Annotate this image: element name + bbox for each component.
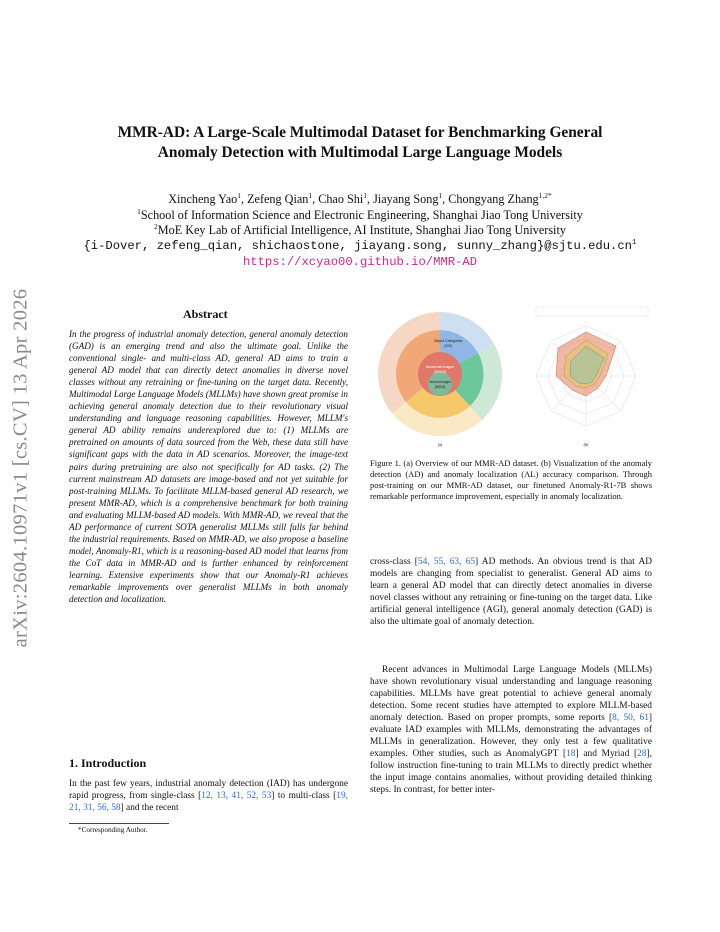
pie-abnormal-label: Abnormal Images: [425, 365, 455, 369]
abstract-body: In the progress of industrial anomaly detection, general anomaly detection (GAD) is an emerging trend and also the ultimate goal. Unlike the conventional single- and multi-class AD, general AD aims to train a general AD model that can directly detect anomalies in diverse novel classes without any retraining or fine-tuning on the target data. Recently, Multimodal Large Language Models (MLLMs) have shown great promise in achieving general anomaly detection due to their revolutionary visual understanding and language reasoning capabilities. However, MLLM's general AD ability remains underexplored due to: (1) MLLMs are pretrained on amounts of data sourced from the Web, these data still have significant gaps with the data in AD scenarios. Moreover, the image-text pairs during pretraining are also not specifically for AD tasks. (2) The current mainstream AD datasets are image-based and not yet suitable for post-training MLLMs. To facilitate MLLM-based general AD research, we present MMR-AD, which is a comprehensive benchmark for both training and evaluating MLLM-based AD models. With MMR-AD, we reveal that the AD performance of current SOTA generalist MLLMs still falls far behind the industrial requirements. Based on MMR-AD, we also propose a baseline model, Anomaly-R1, which is a reasoning-based AD model that learns from the CoT data in MMR-AD and is further enhanced by reinforcement learning. Extensive experiments show that our Anomaly-R1 achieves remarkable improvements over generalist MLLMs in both anomaly detection and localization.: [69, 329, 348, 605]
pie-normal-label: Normal Images: [429, 380, 451, 384]
intro-heading: 1. Introduction: [69, 756, 147, 770]
subfig-a-label: (a): [437, 442, 443, 447]
pie-object-label: Object Categories: [433, 339, 463, 343]
affiliation-2: $^2$MoE Key Lab of Artificial Intelligence, AI Institute, Shanghai Jiao Tong University: [154, 221, 566, 237]
figure-1: [368, 304, 658, 450]
abstract-heading: Abstract: [183, 307, 228, 321]
arxiv-id: arXiv:2604.10971v1 [cs.CV] 13 Apr 2026: [9, 288, 32, 648]
subfig-b-label: (b): [583, 442, 589, 447]
pie-object-count: [100]: [444, 344, 452, 348]
footnote-rule: [69, 823, 169, 824]
author-name: Zefeng Qian: [247, 192, 309, 206]
affiliation-1: $^1$School of Information Science and Electronic Engineering, Shanghai Jiao Tong University: [137, 206, 583, 222]
author-name: Jiayang Song: [373, 192, 439, 206]
author-name: Chao Shi: [318, 192, 364, 206]
author-name: Xincheng Yao: [168, 192, 238, 206]
project-url[interactable]: https://xcyao00.github.io/MMR-AD: [242, 255, 478, 269]
footnote: *Corresponding Author.: [78, 826, 148, 834]
figure-caption: Figure 1. (a) Overview of our MMR-AD dataset. (b) Visualization of the anomaly detection (AD) and anomaly localization (AL) accuracy comparison. Through post-training on our MMR-AD dataset, our finetuned Anomaly-R1-7B shows remarkable performance improvement, especially in anomaly localization.: [370, 458, 652, 501]
intro-paragraph: In the past few years, industrial anomaly detection (IAD) has undergone rapid progress, from single-class [12, 13, 41, 52, 53] to multi-class [19, 21, 31, 56, 58] and the recent: [69, 779, 348, 814]
pie-normal-count: [28023]: [434, 385, 446, 389]
author-name: Chongyang Zhang: [448, 192, 539, 206]
paper-title-line1: MMR-AD: A Large-Scale Multimodal Dataset for Benchmarking General: [117, 124, 603, 141]
right-paragraph-1: cross-class [54, 55, 63, 65] AD methods. An obvious trend is that AD models are changing from specialist to generalist. General AD aims to learn a general AD model that can directly detect anomalies in diverse novel classes without any retraining or fine-tuning on the target data. Like artificial general intelligence (AGI), general anomaly detection (GAD) is also the ultimate goal of anomaly detection.: [370, 557, 652, 628]
paper-title-line2: Anomaly Detection with Multimodal Large Language Models: [157, 144, 563, 161]
arxiv-sidebar: [4, 258, 38, 678]
right-paragraph-2: Recent advances in Multimodal Large Language Models (MLLMs) have shown revolutionary visual understanding and language reasoning capabilities. MLLMs have great potential to achieve general anomaly detection. Some recent studies have attempted to explore MLLM-based anomaly detection. Based on proper prompts, some reports [8, 50, 61] evaluate IAD examples with MLLMs, demonstrating the advantages of MLLMs in generalization. However, they only test a few qualitative examples. Other studies, such as AnomalyGPT [18] and Myriad [28], follow instruction fine-tuning to train MLLMs to directly predict whether the input image contains anomalies, without providing detailed thinking steps. In contrast, for better inter-: [370, 665, 653, 796]
author-list: Xincheng Yao$^1$, Zefeng Qian$^1$, Chao Shi$^1$, Jiayang Song$^1$, Chongyang Zhang$^{1,2*}$: [168, 190, 552, 206]
pie-abnormal-count: [90916]: [434, 370, 446, 374]
author-emails: {i-Dover, zefeng_qian, shichaostone, jiayang.song, $sunny\_zhang\}@sjtu.edu.cn^1$: [83, 238, 637, 253]
